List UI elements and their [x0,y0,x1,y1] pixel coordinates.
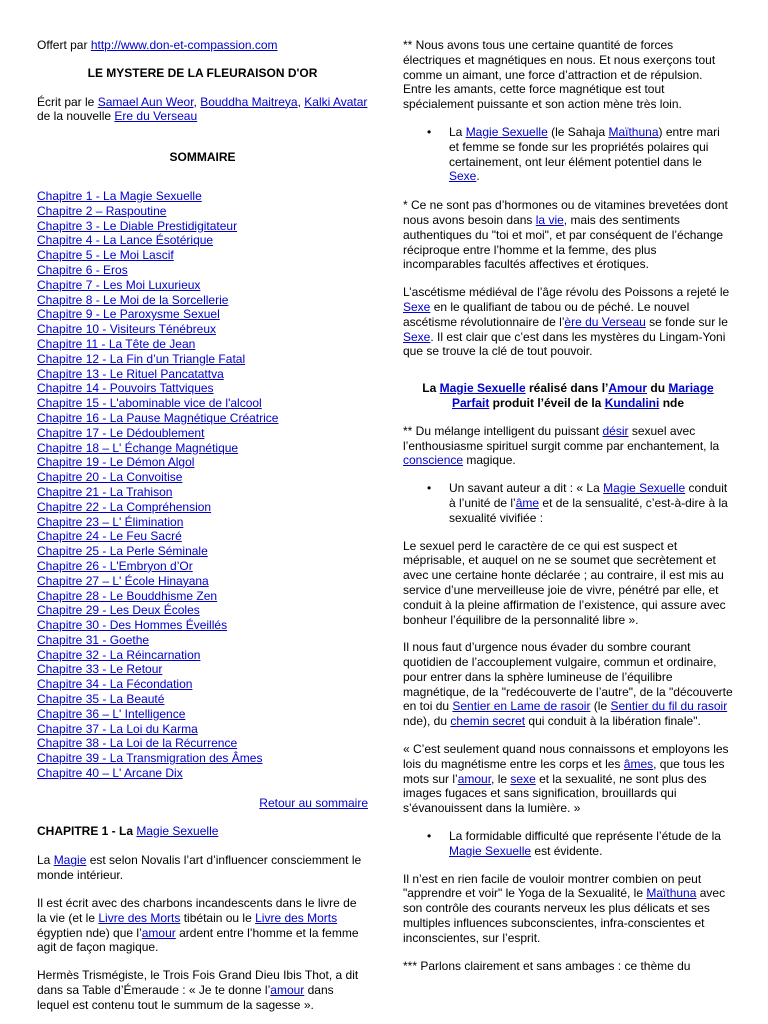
ere-du-verseau-link[interactable]: ère du Verseau [564,314,646,329]
toc-item[interactable]: Chapitre 23 – L' Élimination [37,514,184,529]
toc-item[interactable]: Chapitre 35 - La Beauté [37,692,165,707]
la-vie-link[interactable]: la vie [535,212,564,227]
ames-link[interactable]: âmes [623,756,654,771]
toc-item[interactable]: Chapitre 9 - Le Paroxysme Sexuel [37,307,220,322]
toc-item[interactable]: Chapitre 15 - L'abominable vice de l'alcool [37,396,262,411]
toc-item[interactable]: Chapitre 27 – L' École Hinayana [37,573,209,588]
maithuna-link[interactable]: Maïthuna [608,124,659,139]
sexe-link[interactable]: Sexe [403,299,431,314]
toc-item[interactable]: Chapitre 7 - Les Moi Luxurieux [37,277,201,292]
livre-des-morts-link[interactable]: Livre des Morts [98,910,181,925]
document-title: LE MYSTERE DE LA FLEURAISON D'OR [87,65,318,80]
bullet-list [403,125,733,184]
magie-sexuelle-link[interactable]: Magie Sexuelle [465,124,548,139]
toc-item[interactable]: Chapitre 30 - Des Hommes Éveillés [37,618,228,633]
conscience-link[interactable]: conscience [403,453,464,468]
sexe-link[interactable]: Sexe [403,329,431,344]
paragraph: Il est écrit avec des charbons incandescents dans le livre de la vie (et le Livre des Morts tibétain ou le Livre des Morts égyptien nde) que l’amour ardent entre l’homme et la femme agit de façon magique. [37,896,359,955]
ame-link[interactable]: âme [515,495,540,510]
magie-sexuelle-link[interactable]: Magie Sexuelle [603,481,686,496]
livre-des-morts-link[interactable]: Livre des Morts [255,910,338,925]
chemin-secret-link[interactable]: chemin secret [450,714,526,729]
toc-item[interactable]: Chapitre 34 - La Fécondation [37,677,193,692]
toc-item[interactable]: Chapitre 18 – L' Échange Magnétique [37,440,239,455]
paragraph: Il nous faut d’urgence nous évader du sombre courant quotidien de l’accouplement vulgaire, commun et ordinaire, pour entrer dans la sphère lumineuse de l’équilibre magnétique, de la "redécouverte de l’autre", de la "découverte en toi du Sentier en Lame de rasoir (le Sentier du fil du rasoir nde), du chemin secret qui conduit à la libération finale". [403,640,733,729]
toc-item[interactable]: Chapitre 16 - La Pause Magnétique Créatrice [37,410,279,425]
left-column [37,0,368,1013]
toc-item[interactable]: Chapitre 1 - La Magie Sexuelle [37,188,202,203]
author-line: Écrit par le Samael Aun Weor, Bouddha Maitreya, Kalki Avatar de la nouvelle Ere du Verseau [37,94,368,124]
chapter-1-link[interactable]: Magie Sexuelle [136,823,219,838]
toc-item[interactable]: Chapitre 2 – Raspoutine [37,203,167,218]
amour-link[interactable]: amour [270,983,305,998]
paragraph: La Magie est selon Novalis l’art d’influencer consciemment le monde intérieur. [37,853,362,883]
sentier-fil-link[interactable]: Sentier du fil du rasoir [610,699,728,714]
offered-by-line: Offert par http://www.don-et-compassion.com [37,38,278,52]
paragraph: * Ce ne sont pas d’hormones ou de vitamines brevetées dont nous avons besoin dans la vie, mais des sentiments authentiques du "toi et moi", et par conséquent de l’échange réciproque entre l’homme et la femme, des plus incomparables facultés affectives et érotiques. [403,198,728,272]
toc-item[interactable]: Chapitre 32 - La Réincarnation [37,647,201,662]
table-of-contents [37,189,368,781]
amour-link[interactable]: amour [141,925,176,940]
toc-item[interactable]: Chapitre 13 - Le Rituel Pancatattva [37,366,224,381]
paragraph: ** Nous avons tous une certaine quantité de forces électriques et magnétiques en nous. Et nous exerçons tout comme un aimant, une force d’attraction et de répulsion. Entre les amants, cette force magnétique est tout spécialement puissante et son action mène très loin. [403,38,716,112]
toc-item[interactable]: Chapitre 28 - Le Bouddhisme Zen [37,588,218,603]
author-link-samael[interactable]: Samael Aun Weor [97,94,194,109]
era-link[interactable]: Ere du Verseau [114,109,198,124]
toc-item[interactable]: Chapitre 12 - La Fin d’un Triangle Fatal [37,351,246,366]
list-item: • La formidable difficulté que représente l’étude de la Magie Sexuelle est évidente. [449,829,733,859]
toc-item[interactable]: Chapitre 17 - Le Dédoublement [37,425,205,440]
bullet-list [403,481,733,525]
desir-link[interactable]: désir [602,423,629,438]
toc-item[interactable]: Chapitre 39 - La Transmigration des Âmes [37,751,263,766]
paragraph: *** Parlons clairement et sans ambages : ce thème du [403,958,691,973]
author-link-kalki[interactable]: Kalki Avatar [304,94,368,109]
toc-item[interactable]: Chapitre 29 - Les Deux Écoles [37,603,200,618]
sommaire-heading: SOMMAIRE [169,150,236,165]
toc-item[interactable]: Chapitre 37 - La Loi du Karma [37,721,198,736]
maithuna-link[interactable]: Maïthuna [646,886,697,901]
toc-item[interactable]: Chapitre 22 - La Compréhension [37,499,212,514]
toc-item[interactable]: Chapitre 19 - Le Démon Algol [37,455,195,470]
right-column [403,0,733,973]
toc-item[interactable]: Chapitre 14 - Pouvoirs Tattviques [37,381,214,396]
kundalini-link[interactable]: Kundalini [604,395,660,410]
amour-link[interactable]: Amour [608,381,648,396]
website-link[interactable]: http://www.don-et-compassion.com [90,38,278,52]
toc-item[interactable]: Chapitre 24 - Le Feu Sacré [37,529,182,544]
toc-item[interactable]: Chapitre 26 - L'Embryon d’Or [37,558,193,573]
chapter-1-heading: CHAPITRE 1 - La Magie Sexuelle [37,823,219,838]
paragraph: L’ascétisme médiéval de l’âge révolu des Poissons a rejeté le Sexe en le qualifiant de tabou ou de péché. Le nouvel ascétisme révolutionnaire de l’ère du Verseau se fonde sur le Sexe. Il est clair que c’est dans les mystères du Lingam-Yoni que se trouve la clé de tout pouvoir. [403,285,730,359]
amour-link[interactable]: amour [457,771,492,786]
toc-item[interactable]: Chapitre 33 - Le Retour [37,662,163,677]
paragraph: ** Du mélange intelligent du puissant désir sexuel avec l’enthousiasme spirituel surgit comme par enchantement, la conscience magique. [403,423,720,468]
sexe-link[interactable]: sexe [510,771,536,786]
toc-item[interactable]: Chapitre 25 - La Perle Séminale [37,544,208,559]
toc-item[interactable]: Chapitre 40 – L' Arcane Dix [37,766,183,781]
author-link-maitreya[interactable]: Bouddha Maitreya [200,94,298,109]
mariage-parfait-link[interactable]: Mariage Parfait [451,381,714,410]
bullet-list [403,829,733,859]
toc-item[interactable]: Chapitre 5 - Le Moi Lascif [37,248,174,263]
section-heading: La Magie Sexuelle réalisé dans l’Amour du Mariage Parfait produit l’éveil de la Kundalini nde [422,381,714,410]
toc-item[interactable]: Chapitre 36 – L' Intelligence [37,706,186,721]
magie-sexuelle-link[interactable]: Magie Sexuelle [449,843,532,858]
toc-item[interactable]: Chapitre 20 - La Convoitise [37,470,183,485]
back-to-summary [37,796,368,811]
paragraph: Le sexuel perd le caractère de ce qui est suspect et méprisable, et auquel on ne se soumet que secrètement et avec une certaine honte déclarée ; au contraire, il est mis au service d’une merveilleuse joie de vivre, pénétré par elle, et conduit à la pleine affirmation de l’existence, qui assure avec bonheur l’équilibre de la personnalité libre ». [403,538,726,627]
toc-item[interactable]: Chapitre 3 - Le Diable Prestidigitateur [37,218,238,233]
toc-item[interactable]: Chapitre 31 - Goethe [37,632,150,647]
back-to-summary-link[interactable]: Retour au sommaire [259,795,368,810]
toc-item[interactable]: Chapitre 6 - Eros [37,262,128,277]
sentier-lame-link[interactable]: Sentier en Lame de rasoir [452,699,591,714]
toc-item[interactable]: Chapitre 4 - La Lance Ésotérique [37,233,214,248]
toc-item[interactable]: Chapitre 21 - La Trahison [37,484,173,499]
toc-item[interactable]: Chapitre 11 - La Tête de Jean [37,336,196,351]
paragraph: « C’est seulement quand nous connaissons et employons les lois du magnétisme entre les corps et les âmes, que tous les mots sur l’amour, le sexe et la sexualité, ne sont plus des images fugaces et sans signification, brouillards qui s’évanouissent dans la lumière. » [403,742,729,816]
magie-link[interactable]: Magie [53,853,87,868]
paragraph: Hermès Trismégiste, le Trois Fois Grand Dieu Ibis Thot, a dit dans sa Table d’Émeraude : « Je te donne l’amour dans lequel est contenu tout le summum de la sagesse ». [37,968,359,1012]
list-item: • La Magie Sexuelle (le Sahaja Maïthuna) entre mari et femme se fonde sur les propriétés polaires qui certainement, ont leur élément potentiel dans le Sexe. [449,125,733,184]
toc-item[interactable]: Chapitre 8 - Le Moi de la Sorcellerie [37,292,229,307]
toc-item[interactable]: Chapitre 10 - Visiteurs Ténébreux [37,322,216,337]
paragraph: Il n’est en rien facile de vouloir montrer combien on peut "apprendre et voir" le Yoga de la Sexualité, le Maïthuna avec son contrôle des courants nerveux les plus délicats et ses multiples influences subconscientes, infra-conscientes et inconscientes, sur l’esprit. [403,871,726,945]
magie-sexuelle-link[interactable]: Magie Sexuelle [439,381,526,396]
list-item: • Un savant auteur a dit : « La Magie Sexuelle conduit à l’unité de l’âme et de la sensualité, c’est-à-dire à la sexualité vivifiée : [449,481,733,525]
toc-item[interactable]: Chapitre 38 - La Loi de la Récurrence [37,736,238,751]
sexe-link[interactable]: Sexe [449,169,477,184]
